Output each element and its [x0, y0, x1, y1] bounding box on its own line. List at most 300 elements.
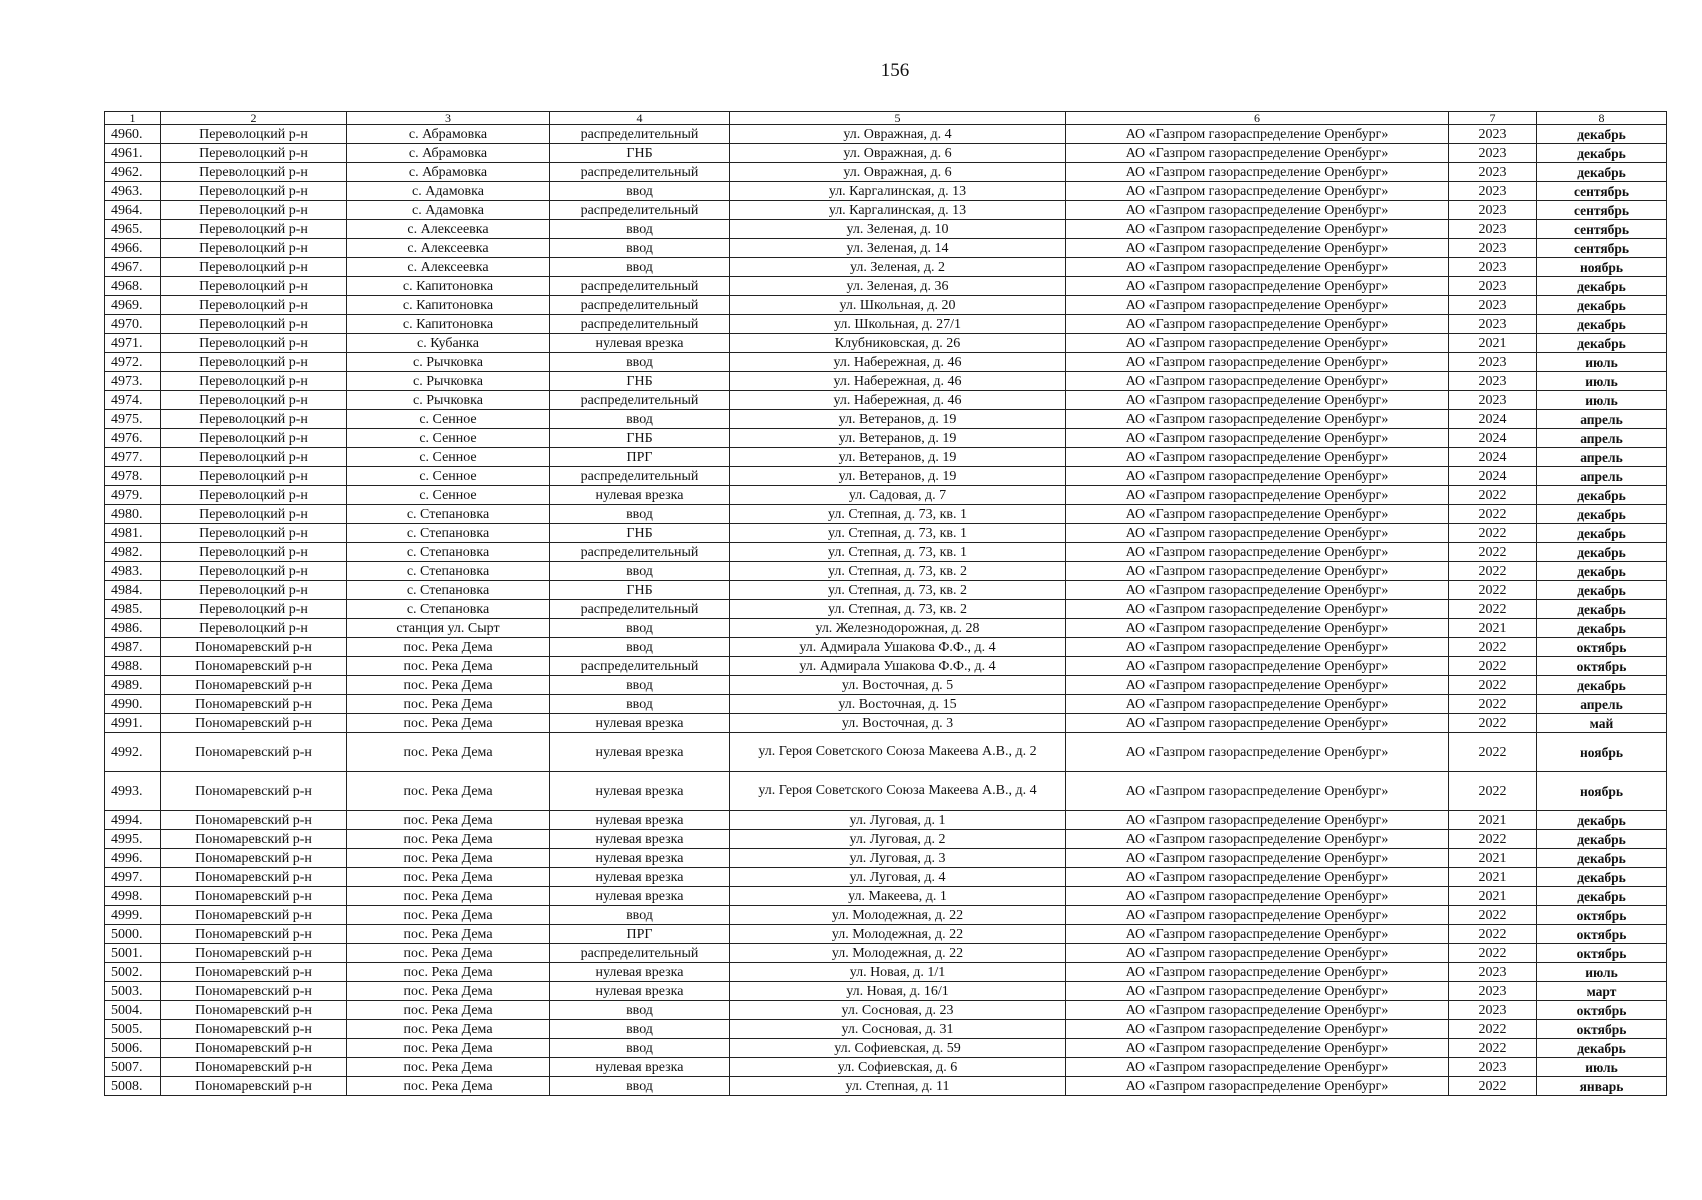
- organization-cell: АО «Газпром газораспределение Оренбург»: [1066, 811, 1449, 830]
- table-row: [105, 811, 1667, 830]
- object-type-cell: ввод: [550, 1020, 730, 1039]
- organization-cell: АО «Газпром газораспределение Оренбург»: [1066, 1077, 1449, 1096]
- table-row: [105, 448, 1667, 467]
- settlement-cell: пос. Река Дема: [347, 638, 550, 657]
- row-number-cell: 4980.: [105, 505, 161, 524]
- district-cell: Пономаревский р-н: [161, 638, 347, 657]
- settlement-cell: с. Капитоновка: [347, 277, 550, 296]
- row-number-cell: 4984.: [105, 581, 161, 600]
- column-header: 2: [161, 112, 347, 125]
- table-row: [105, 505, 1667, 524]
- settlement-cell: пос. Река Дема: [347, 849, 550, 868]
- settlement-cell: с. Рычковка: [347, 353, 550, 372]
- organization-cell: АО «Газпром газораспределение Оренбург»: [1066, 296, 1449, 315]
- address-cell: ул. Степная, д. 73, кв. 1: [730, 505, 1066, 524]
- column-header: 8: [1537, 112, 1667, 125]
- organization-cell: АО «Газпром газораспределение Оренбург»: [1066, 486, 1449, 505]
- object-type-cell: нулевая врезка: [550, 486, 730, 505]
- month-cell: декабрь: [1537, 315, 1667, 334]
- address-cell: ул. Ветеранов, д. 19: [730, 448, 1066, 467]
- row-number-cell: 5007.: [105, 1058, 161, 1077]
- organization-cell: АО «Газпром газораспределение Оренбург»: [1066, 562, 1449, 581]
- address-cell: ул. Софиевская, д. 59: [730, 1039, 1066, 1058]
- month-cell: октябрь: [1537, 657, 1667, 676]
- object-type-cell: нулевая врезка: [550, 714, 730, 733]
- row-number-cell: 4968.: [105, 277, 161, 296]
- page-number: 156: [880, 60, 910, 81]
- year-cell: 2021: [1449, 887, 1537, 906]
- month-cell: апрель: [1537, 695, 1667, 714]
- address-cell: ул. Степная, д. 73, кв. 1: [730, 524, 1066, 543]
- registry-table: [104, 111, 1667, 1096]
- organization-cell: АО «Газпром газораспределение Оренбург»: [1066, 220, 1449, 239]
- organization-cell: АО «Газпром газораспределение Оренбург»: [1066, 543, 1449, 562]
- district-cell: Переволоцкий р-н: [161, 486, 347, 505]
- table-row: [105, 1077, 1667, 1096]
- district-cell: Переволоцкий р-н: [161, 334, 347, 353]
- year-cell: 2023: [1449, 258, 1537, 277]
- row-number-cell: 4993.: [105, 772, 161, 811]
- settlement-cell: с. Сенное: [347, 429, 550, 448]
- address-cell: ул. Ветеранов, д. 19: [730, 467, 1066, 486]
- table-row: [105, 334, 1667, 353]
- organization-cell: АО «Газпром газораспределение Оренбург»: [1066, 868, 1449, 887]
- row-number-cell: 4961.: [105, 144, 161, 163]
- organization-cell: АО «Газпром газораспределение Оренбург»: [1066, 315, 1449, 334]
- month-cell: декабрь: [1537, 600, 1667, 619]
- district-cell: Переволоцкий р-н: [161, 182, 347, 201]
- address-cell: ул. Овражная, д. 4: [730, 125, 1066, 144]
- object-type-cell: распределительный: [550, 467, 730, 486]
- district-cell: Переволоцкий р-н: [161, 429, 347, 448]
- row-number-cell: 4977.: [105, 448, 161, 467]
- settlement-cell: с. Сенное: [347, 410, 550, 429]
- object-type-cell: ввод: [550, 619, 730, 638]
- object-type-cell: ГНБ: [550, 144, 730, 163]
- settlement-cell: пос. Река Дема: [347, 982, 550, 1001]
- organization-cell: АО «Газпром газораспределение Оренбург»: [1066, 849, 1449, 868]
- year-cell: 2023: [1449, 372, 1537, 391]
- organization-cell: АО «Газпром газораспределение Оренбург»: [1066, 657, 1449, 676]
- address-cell: ул. Набережная, д. 46: [730, 391, 1066, 410]
- month-cell: декабрь: [1537, 486, 1667, 505]
- address-cell: ул. Степная, д. 73, кв. 2: [730, 600, 1066, 619]
- settlement-cell: пос. Река Дема: [347, 944, 550, 963]
- year-cell: 2022: [1449, 562, 1537, 581]
- object-type-cell: распределительный: [550, 296, 730, 315]
- district-cell: Переволоцкий р-н: [161, 524, 347, 543]
- settlement-cell: с. Адамовка: [347, 182, 550, 201]
- address-cell: ул. Степная, д. 73, кв. 2: [730, 581, 1066, 600]
- settlement-cell: с. Сенное: [347, 467, 550, 486]
- month-cell: декабрь: [1537, 144, 1667, 163]
- year-cell: 2022: [1449, 772, 1537, 811]
- object-type-cell: нулевая врезка: [550, 772, 730, 811]
- month-cell: июль: [1537, 1058, 1667, 1077]
- object-type-cell: ПРГ: [550, 925, 730, 944]
- table-row: [105, 1058, 1667, 1077]
- object-type-cell: распределительный: [550, 125, 730, 144]
- district-cell: Переволоцкий р-н: [161, 619, 347, 638]
- settlement-cell: пос. Река Дема: [347, 657, 550, 676]
- settlement-cell: с. Абрамовка: [347, 125, 550, 144]
- year-cell: 2022: [1449, 944, 1537, 963]
- row-number-cell: 4964.: [105, 201, 161, 220]
- month-cell: июль: [1537, 391, 1667, 410]
- year-cell: 2022: [1449, 1077, 1537, 1096]
- row-number-cell: 4972.: [105, 353, 161, 372]
- district-cell: Переволоцкий р-н: [161, 125, 347, 144]
- object-type-cell: ГНБ: [550, 429, 730, 448]
- month-cell: ноябрь: [1537, 733, 1667, 772]
- table-row: [105, 258, 1667, 277]
- organization-cell: АО «Газпром газораспределение Оренбург»: [1066, 581, 1449, 600]
- address-cell: ул. Степная, д. 11: [730, 1077, 1066, 1096]
- year-cell: 2022: [1449, 1039, 1537, 1058]
- organization-cell: АО «Газпром газораспределение Оренбург»: [1066, 144, 1449, 163]
- table-row: [105, 676, 1667, 695]
- month-cell: октябрь: [1537, 944, 1667, 963]
- table-row: [105, 944, 1667, 963]
- year-cell: 2022: [1449, 638, 1537, 657]
- month-cell: декабрь: [1537, 125, 1667, 144]
- year-cell: 2021: [1449, 868, 1537, 887]
- district-cell: Пономаревский р-н: [161, 811, 347, 830]
- year-cell: 2023: [1449, 982, 1537, 1001]
- organization-cell: АО «Газпром газораспределение Оренбург»: [1066, 429, 1449, 448]
- organization-cell: АО «Газпром газораспределение Оренбург»: [1066, 524, 1449, 543]
- district-cell: Пономаревский р-н: [161, 1077, 347, 1096]
- district-cell: Пономаревский р-н: [161, 1058, 347, 1077]
- object-type-cell: распределительный: [550, 391, 730, 410]
- month-cell: апрель: [1537, 410, 1667, 429]
- district-cell: Пономаревский р-н: [161, 657, 347, 676]
- year-cell: 2024: [1449, 429, 1537, 448]
- month-cell: ноябрь: [1537, 772, 1667, 811]
- address-cell: ул. Сосновая, д. 23: [730, 1001, 1066, 1020]
- table-row: [105, 733, 1667, 772]
- organization-cell: АО «Газпром газораспределение Оренбург»: [1066, 619, 1449, 638]
- table-row: [105, 467, 1667, 486]
- month-cell: март: [1537, 982, 1667, 1001]
- address-cell: ул. Ветеранов, д. 19: [730, 429, 1066, 448]
- month-cell: апрель: [1537, 429, 1667, 448]
- row-number-cell: 4986.: [105, 619, 161, 638]
- row-number-cell: 4979.: [105, 486, 161, 505]
- address-cell: ул. Школьная, д. 27/1: [730, 315, 1066, 334]
- row-number-cell: 4978.: [105, 467, 161, 486]
- organization-cell: АО «Газпром газораспределение Оренбург»: [1066, 467, 1449, 486]
- address-cell: ул. Ветеранов, д. 19: [730, 410, 1066, 429]
- organization-cell: АО «Газпром газораспределение Оренбург»: [1066, 372, 1449, 391]
- settlement-cell: с. Абрамовка: [347, 163, 550, 182]
- district-cell: Пономаревский р-н: [161, 868, 347, 887]
- month-cell: декабрь: [1537, 524, 1667, 543]
- month-cell: апрель: [1537, 467, 1667, 486]
- address-cell: ул. Школьная, д. 20: [730, 296, 1066, 315]
- year-cell: 2021: [1449, 811, 1537, 830]
- month-cell: июль: [1537, 353, 1667, 372]
- organization-cell: АО «Газпром газораспределение Оренбург»: [1066, 182, 1449, 201]
- district-cell: Пономаревский р-н: [161, 982, 347, 1001]
- row-number-cell: 4973.: [105, 372, 161, 391]
- month-cell: декабрь: [1537, 581, 1667, 600]
- organization-cell: АО «Газпром газораспределение Оренбург»: [1066, 410, 1449, 429]
- row-number-cell: 4976.: [105, 429, 161, 448]
- table-row: [105, 524, 1667, 543]
- table-row: [105, 163, 1667, 182]
- object-type-cell: распределительный: [550, 657, 730, 676]
- month-cell: октябрь: [1537, 1020, 1667, 1039]
- object-type-cell: нулевая врезка: [550, 733, 730, 772]
- month-cell: октябрь: [1537, 925, 1667, 944]
- settlement-cell: с. Кубанка: [347, 334, 550, 353]
- address-cell: ул. Новая, д. 16/1: [730, 982, 1066, 1001]
- object-type-cell: нулевая врезка: [550, 830, 730, 849]
- district-cell: Пономаревский р-н: [161, 963, 347, 982]
- organization-cell: АО «Газпром газораспределение Оренбург»: [1066, 906, 1449, 925]
- column-header: 3: [347, 112, 550, 125]
- district-cell: Переволоцкий р-н: [161, 391, 347, 410]
- row-number-cell: 4975.: [105, 410, 161, 429]
- settlement-cell: пос. Река Дема: [347, 963, 550, 982]
- year-cell: 2021: [1449, 849, 1537, 868]
- row-number-cell: 4989.: [105, 676, 161, 695]
- column-header: 6: [1066, 112, 1449, 125]
- district-cell: Пономаревский р-н: [161, 733, 347, 772]
- row-number-cell: 4991.: [105, 714, 161, 733]
- table-row: [105, 201, 1667, 220]
- settlement-cell: пос. Река Дема: [347, 695, 550, 714]
- organization-cell: АО «Газпром газораспределение Оренбург»: [1066, 1039, 1449, 1058]
- address-cell: ул. Восточная, д. 15: [730, 695, 1066, 714]
- table-row: [105, 125, 1667, 144]
- object-type-cell: нулевая врезка: [550, 1058, 730, 1077]
- month-cell: октябрь: [1537, 1001, 1667, 1020]
- month-cell: декабрь: [1537, 163, 1667, 182]
- district-cell: Переволоцкий р-н: [161, 581, 347, 600]
- month-cell: декабрь: [1537, 277, 1667, 296]
- object-type-cell: нулевая врезка: [550, 887, 730, 906]
- month-cell: май: [1537, 714, 1667, 733]
- year-cell: 2022: [1449, 505, 1537, 524]
- month-cell: сентябрь: [1537, 220, 1667, 239]
- address-cell: ул. Адмирала Ушакова Ф.Ф., д. 4: [730, 638, 1066, 657]
- table-row: [105, 982, 1667, 1001]
- column-number-row: [105, 112, 1667, 125]
- address-cell: ул. Луговая, д. 1: [730, 811, 1066, 830]
- table-row: [105, 830, 1667, 849]
- organization-cell: АО «Газпром газораспределение Оренбург»: [1066, 925, 1449, 944]
- object-type-cell: распределительный: [550, 600, 730, 619]
- month-cell: декабрь: [1537, 830, 1667, 849]
- district-cell: Переволоцкий р-н: [161, 467, 347, 486]
- row-number-cell: 4974.: [105, 391, 161, 410]
- organization-cell: АО «Газпром газораспределение Оренбург»: [1066, 963, 1449, 982]
- month-cell: июль: [1537, 963, 1667, 982]
- row-number-cell: 4997.: [105, 868, 161, 887]
- row-number-cell: 5006.: [105, 1039, 161, 1058]
- settlement-cell: пос. Река Дема: [347, 1077, 550, 1096]
- table-row: [105, 1001, 1667, 1020]
- district-cell: Переволоцкий р-н: [161, 296, 347, 315]
- object-type-cell: нулевая врезка: [550, 982, 730, 1001]
- row-number-cell: 4981.: [105, 524, 161, 543]
- organization-cell: АО «Газпром газораспределение Оренбург»: [1066, 239, 1449, 258]
- district-cell: Пономаревский р-н: [161, 676, 347, 695]
- organization-cell: АО «Газпром газораспределение Оренбург»: [1066, 125, 1449, 144]
- row-number-cell: 5003.: [105, 982, 161, 1001]
- month-cell: декабрь: [1537, 334, 1667, 353]
- address-cell: ул. Молодежная, д. 22: [730, 906, 1066, 925]
- year-cell: 2022: [1449, 733, 1537, 772]
- object-type-cell: ввод: [550, 638, 730, 657]
- year-cell: 2022: [1449, 695, 1537, 714]
- month-cell: декабрь: [1537, 887, 1667, 906]
- district-cell: Переволоцкий р-н: [161, 505, 347, 524]
- year-cell: 2022: [1449, 1020, 1537, 1039]
- object-type-cell: ввод: [550, 182, 730, 201]
- district-cell: Пономаревский р-н: [161, 849, 347, 868]
- row-number-cell: 4960.: [105, 125, 161, 144]
- settlement-cell: пос. Река Дема: [347, 830, 550, 849]
- month-cell: октябрь: [1537, 638, 1667, 657]
- object-type-cell: ввод: [550, 410, 730, 429]
- organization-cell: АО «Газпром газораспределение Оренбург»: [1066, 277, 1449, 296]
- district-cell: Переволоцкий р-н: [161, 258, 347, 277]
- address-cell: ул. Зеленая, д. 36: [730, 277, 1066, 296]
- district-cell: Пономаревский р-н: [161, 1001, 347, 1020]
- settlement-cell: пос. Река Дема: [347, 811, 550, 830]
- district-cell: Переволоцкий р-н: [161, 543, 347, 562]
- settlement-cell: пос. Река Дема: [347, 1020, 550, 1039]
- organization-cell: АО «Газпром газораспределение Оренбург»: [1066, 505, 1449, 524]
- row-number-cell: 4995.: [105, 830, 161, 849]
- table-row: [105, 887, 1667, 906]
- row-number-cell: 5000.: [105, 925, 161, 944]
- district-cell: Пономаревский р-н: [161, 906, 347, 925]
- year-cell: 2022: [1449, 657, 1537, 676]
- year-cell: 2023: [1449, 353, 1537, 372]
- settlement-cell: пос. Река Дема: [347, 925, 550, 944]
- month-cell: декабрь: [1537, 849, 1667, 868]
- object-type-cell: нулевая врезка: [550, 849, 730, 868]
- row-number-cell: 4966.: [105, 239, 161, 258]
- settlement-cell: пос. Река Дема: [347, 1039, 550, 1058]
- table-row: [105, 543, 1667, 562]
- district-cell: Пономаревский р-н: [161, 887, 347, 906]
- year-cell: 2022: [1449, 714, 1537, 733]
- table-row: [105, 353, 1667, 372]
- object-type-cell: ввод: [550, 1077, 730, 1096]
- table-row: [105, 410, 1667, 429]
- address-cell: ул. Зеленая, д. 10: [730, 220, 1066, 239]
- organization-cell: АО «Газпром газораспределение Оренбург»: [1066, 448, 1449, 467]
- district-cell: Пономаревский р-н: [161, 944, 347, 963]
- object-type-cell: распределительный: [550, 163, 730, 182]
- settlement-cell: с. Алексеевка: [347, 220, 550, 239]
- year-cell: 2023: [1449, 144, 1537, 163]
- settlement-cell: с. Рычковка: [347, 391, 550, 410]
- district-cell: Переволоцкий р-н: [161, 410, 347, 429]
- object-type-cell: распределительный: [550, 315, 730, 334]
- district-cell: Переволоцкий р-н: [161, 600, 347, 619]
- object-type-cell: распределительный: [550, 944, 730, 963]
- address-cell: ул. Макеева, д. 1: [730, 887, 1066, 906]
- settlement-cell: с. Капитоновка: [347, 315, 550, 334]
- object-type-cell: распределительный: [550, 543, 730, 562]
- object-type-cell: ввод: [550, 239, 730, 258]
- month-cell: сентябрь: [1537, 182, 1667, 201]
- month-cell: январь: [1537, 1077, 1667, 1096]
- row-number-cell: 4970.: [105, 315, 161, 334]
- settlement-cell: пос. Река Дема: [347, 906, 550, 925]
- address-cell: ул. Зеленая, д. 2: [730, 258, 1066, 277]
- settlement-cell: пос. Река Дема: [347, 676, 550, 695]
- month-cell: декабрь: [1537, 676, 1667, 695]
- address-cell: Клубниковская, д. 26: [730, 334, 1066, 353]
- address-cell: ул. Овражная, д. 6: [730, 144, 1066, 163]
- settlement-cell: пос. Река Дема: [347, 1058, 550, 1077]
- address-cell: ул. Адмирала Ушакова Ф.Ф., д. 4: [730, 657, 1066, 676]
- year-cell: 2022: [1449, 486, 1537, 505]
- settlement-cell: с. Алексеевка: [347, 258, 550, 277]
- table-row: [105, 277, 1667, 296]
- year-cell: 2023: [1449, 163, 1537, 182]
- table-row: [105, 429, 1667, 448]
- table-row: [105, 600, 1667, 619]
- address-cell: ул. Молодежная, д. 22: [730, 944, 1066, 963]
- district-cell: Переволоцкий р-н: [161, 315, 347, 334]
- year-cell: 2022: [1449, 543, 1537, 562]
- district-cell: Пономаревский р-н: [161, 772, 347, 811]
- table-row: [105, 1020, 1667, 1039]
- organization-cell: АО «Газпром газораспределение Оренбург»: [1066, 391, 1449, 410]
- month-cell: декабрь: [1537, 619, 1667, 638]
- organization-cell: АО «Газпром газораспределение Оренбург»: [1066, 733, 1449, 772]
- table-row: [105, 220, 1667, 239]
- table-row: [105, 562, 1667, 581]
- month-cell: апрель: [1537, 448, 1667, 467]
- row-number-cell: 4967.: [105, 258, 161, 277]
- district-cell: Пономаревский р-н: [161, 695, 347, 714]
- month-cell: декабрь: [1537, 811, 1667, 830]
- row-number-cell: 4982.: [105, 543, 161, 562]
- organization-cell: АО «Газпром газораспределение Оренбург»: [1066, 1001, 1449, 1020]
- month-cell: декабрь: [1537, 505, 1667, 524]
- organization-cell: АО «Газпром газораспределение Оренбург»: [1066, 600, 1449, 619]
- year-cell: 2023: [1449, 963, 1537, 982]
- settlement-cell: пос. Река Дема: [347, 772, 550, 811]
- address-cell: ул. Молодежная, д. 22: [730, 925, 1066, 944]
- address-cell: ул. Зеленая, д. 14: [730, 239, 1066, 258]
- year-cell: 2022: [1449, 524, 1537, 543]
- row-number-cell: 4992.: [105, 733, 161, 772]
- year-cell: 2023: [1449, 277, 1537, 296]
- object-type-cell: ввод: [550, 505, 730, 524]
- organization-cell: АО «Газпром газораспределение Оренбург»: [1066, 163, 1449, 182]
- table-row: [105, 372, 1667, 391]
- district-cell: Переволоцкий р-н: [161, 239, 347, 258]
- object-type-cell: ввод: [550, 220, 730, 239]
- settlement-cell: с. Капитоновка: [347, 296, 550, 315]
- settlement-cell: пос. Река Дема: [347, 1001, 550, 1020]
- address-cell: ул. Восточная, д. 5: [730, 676, 1066, 695]
- address-cell: ул. Луговая, д. 4: [730, 868, 1066, 887]
- year-cell: 2024: [1449, 467, 1537, 486]
- organization-cell: АО «Газпром газораспределение Оренбург»: [1066, 258, 1449, 277]
- year-cell: 2021: [1449, 334, 1537, 353]
